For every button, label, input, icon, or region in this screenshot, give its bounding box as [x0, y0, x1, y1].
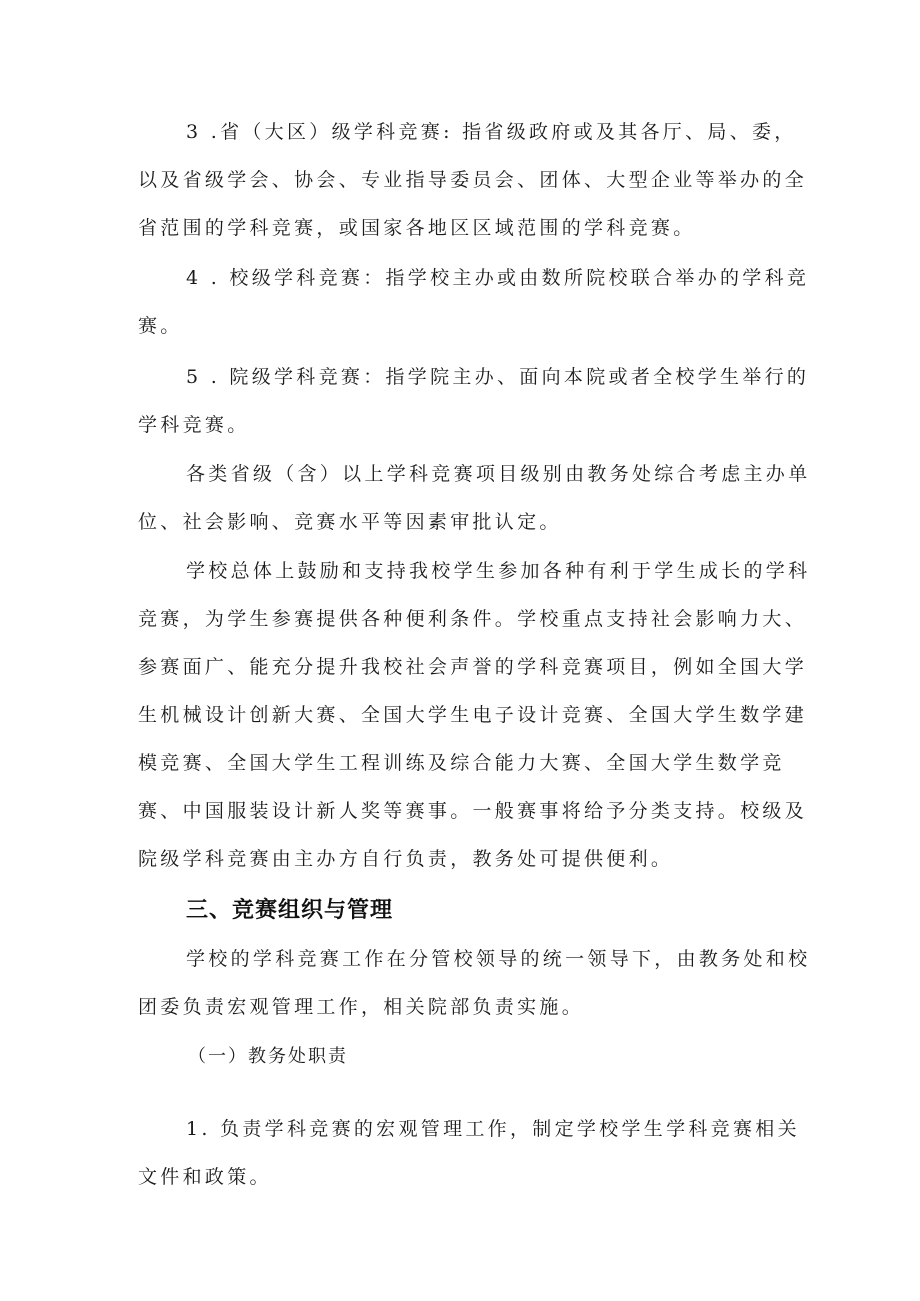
paragraph-organization: 学校的学科竞赛工作在分管校领导的统一领导下，由教务处和校团委负责宏观管理工作，相关院部负责实施。 [138, 948, 811, 1018]
section-heading: 三、竞赛组织与管理 [186, 898, 394, 923]
paragraph-college-competition: 5 . 院级学科竞赛：指学院主办、面向本院或者全校学生举行的学科竞赛。 [138, 366, 810, 436]
paragraph-level-approval: 各类省级（含）以上学科竞赛项目级别由教务处综合考虑主办单位、社会影响、竞赛水平等因素审批认定。 [138, 463, 811, 533]
paragraph-school-support: 学校总体上鼓励和支持我校学生参加各种有利于学生成长的学科竞赛，为学生参赛提供各种便利条件。学校重点支持社会影响力大、参赛面广、能充分提升我校社会声誉的学科竞赛项目，例如全国大学生机械设计创新大赛、全国大学生电子设计竞赛、全国大学生数学建模竞赛、全国大学生工程训练及综合能力大赛、全国大学生数学竞赛、中国服装设计新人奖等赛事。一般赛事将给予分类支持。校级及院级学科竞赛由主办方自行负责，教务处可提供便利。 [138, 560, 811, 870]
paragraph-school-competition: 4 . 校级学科竞赛：指学校主办或由数所院校联合举办的学科竞赛。 [138, 267, 810, 337]
paragraph-provincial-competition: 3 .省（大区）级学科竞赛: 指省级政府或及其各厅、局、委，以及省级学会、协会、专业指导委员会、团体、大型企业等举办的全省范围的学科竞赛，或国家各地区区域范围的学科竞赛。 [138, 121, 808, 239]
subheading-academic-affairs: （一）教务处职责 [188, 1046, 348, 1067]
list-item-1: 1. 负责学科竞赛的宏观管理工作，制定学校学生学科竞赛相关文件和政策。 [138, 1118, 800, 1188]
